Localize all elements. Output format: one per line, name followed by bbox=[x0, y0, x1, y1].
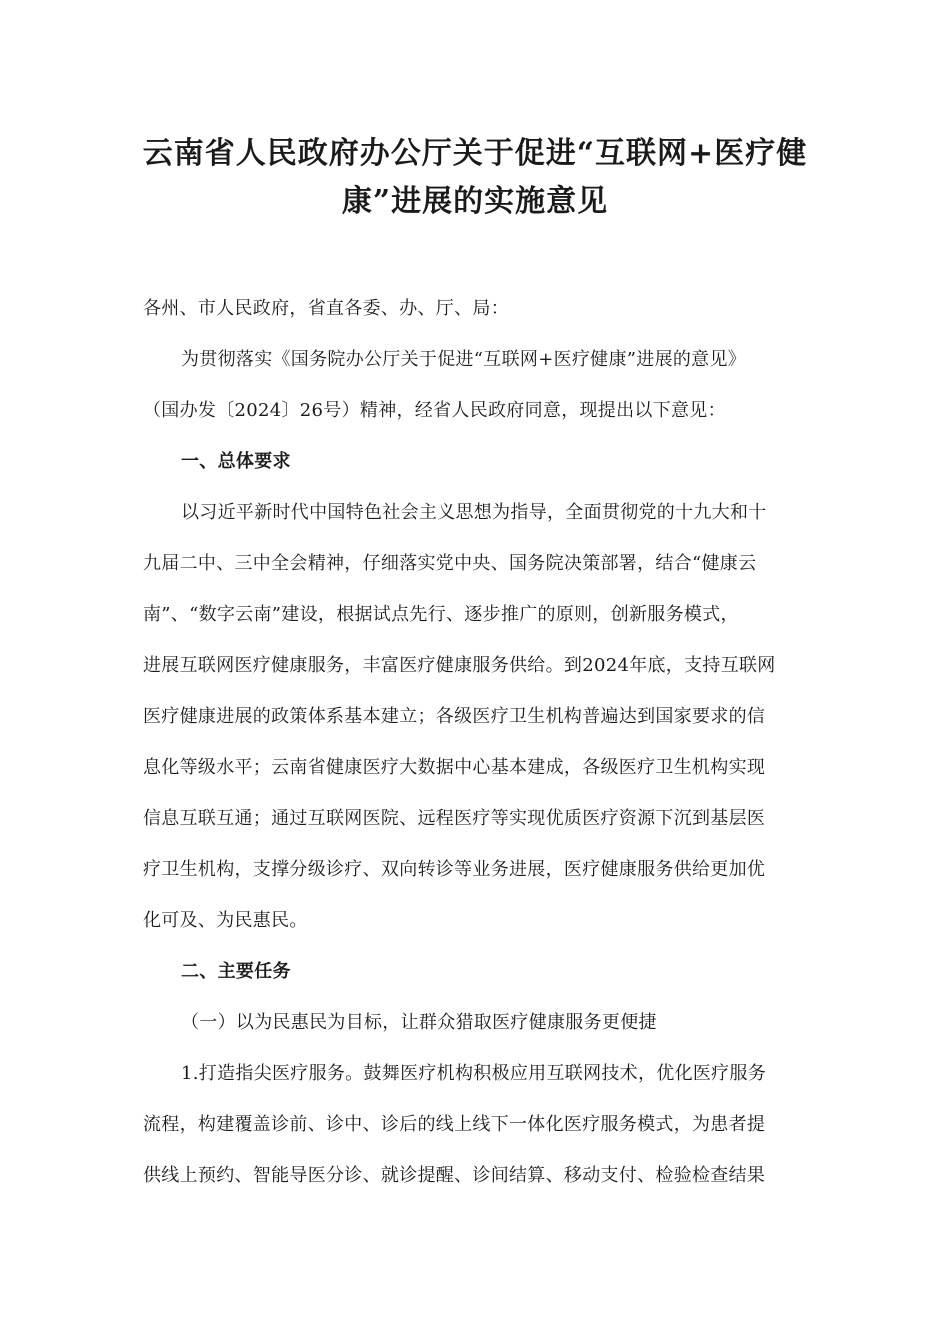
section-heading-general-requirements: 一、总体要求 bbox=[181, 451, 291, 472]
paragraph-line: 南”、“数字云南”建设，根据试点先行、逐步推广的原则，创新服务模式， bbox=[143, 604, 739, 625]
intro-paragraph bbox=[143, 334, 807, 436]
paragraph-line: 疗卫生机构，支撑分级诊疗、双向转诊等业务进展，医疗健康服务供给更加优 bbox=[143, 859, 766, 880]
title-line-2: 康”进展的实施意见 bbox=[341, 184, 609, 219]
intro-line: 为贯彻落实《国务院办公厅关于促进“互联网+医疗健康”进展的意见》 bbox=[181, 349, 747, 370]
paragraph-line: 1.打造指尖医疗服务。鼓舞医疗机构积极应用互联网技术，优化医疗服务 bbox=[181, 1063, 767, 1084]
paragraph-line: 以习近平新时代中国特色社会主义思想为指导，全面贯彻党的十九大和十 bbox=[181, 502, 767, 523]
item-1-paragraph bbox=[143, 1048, 807, 1201]
subsection-heading: （一）以为民惠民为目标，让群众猎取医疗健康服务更便捷 bbox=[181, 1012, 657, 1033]
section-heading-main-tasks: 二、主要任务 bbox=[181, 961, 291, 982]
paragraph-line: 息化等级水平；云南省健康医疗大数据中心基本建成，各级医疗卫生机构实现 bbox=[143, 757, 766, 778]
salutation-line: 各州、市人民政府，省直各委、办、厅、局： bbox=[143, 298, 509, 319]
paragraph-line: 化可及、为民惠民。 bbox=[143, 910, 308, 931]
title-line-1: 云南省人民政府办公厅关于促进“互联网+医疗健 bbox=[142, 136, 808, 171]
document-body bbox=[143, 283, 807, 1201]
paragraph-line: 信息互联互通；通过互联网医院、远程医疗等实现优质医疗资源下沉到基层医 bbox=[143, 808, 766, 829]
paragraph-line: 医疗健康进展的政策体系基本建立；各级医疗卫生机构普遍达到国家要求的信 bbox=[143, 706, 766, 727]
intro-line: （国办发〔2024〕26号）精神，经省人民政府同意，现提出以下意见： bbox=[143, 400, 726, 421]
general-requirements-paragraph bbox=[143, 487, 807, 946]
paragraph-line: 进展互联网医疗健康服务，丰富医疗健康服务供给。到2024年底，支持互联网 bbox=[143, 655, 776, 676]
paragraph-line: 九届二中、三中全会精神，仔细落实党中央、国务院决策部署，结合“健康云 bbox=[143, 553, 757, 574]
salutation bbox=[143, 283, 807, 334]
paragraph-line: 流程，构建覆盖诊前、诊中、诊后的线上线下一体化医疗服务模式，为患者提 bbox=[143, 1114, 766, 1135]
paragraph-line: 供线上预约、智能导医分诊、就诊提醒、诊间结算、移动支付、检验检查结果 bbox=[143, 1165, 766, 1186]
document-title bbox=[140, 130, 810, 226]
